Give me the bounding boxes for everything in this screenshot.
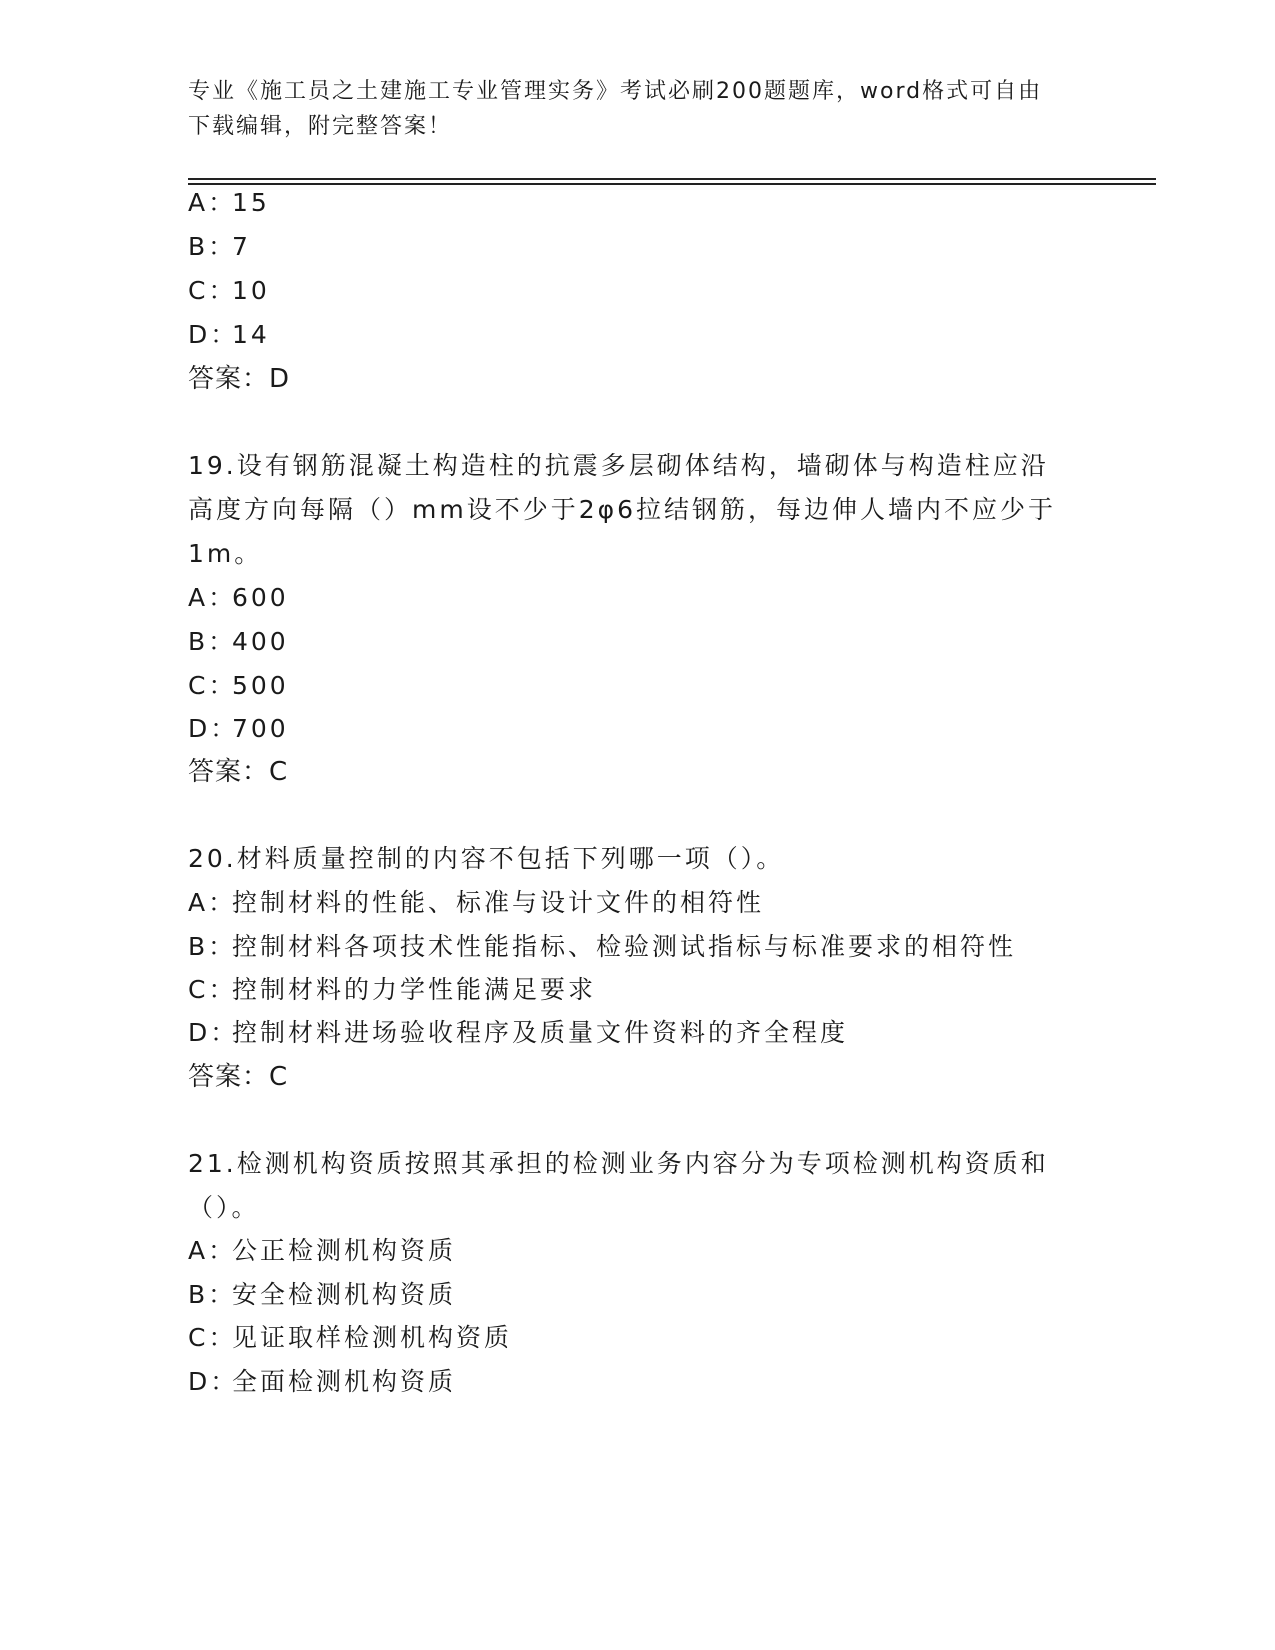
option-text: 控制材料的性能、标准与设计文件的相符性 [232, 888, 765, 917]
q20-option-c [188, 975, 596, 1005]
option-text: 15 [232, 188, 270, 217]
option-key: C： [188, 671, 237, 700]
option-text: 400 [232, 627, 289, 656]
q19-option-b [188, 627, 289, 657]
option-key: B： [188, 232, 237, 261]
option-text: 700 [232, 714, 289, 743]
option-text: 600 [232, 583, 289, 612]
q21-option-c [188, 1323, 512, 1353]
header-rule-top [188, 178, 1156, 180]
option-text: 公正检测机构资质 [232, 1236, 457, 1265]
option-text: 10 [232, 276, 270, 305]
option-key: A： [188, 888, 237, 917]
option-key: C： [188, 975, 237, 1004]
q20-option-b [188, 932, 1016, 962]
option-text: 安全检测机构资质 [232, 1280, 457, 1309]
option-key: D： [188, 320, 239, 349]
option-text: 控制材料各项技术性能指标、检验测试指标与标准要求的相符性 [232, 932, 1017, 961]
q18-answer: 答案：D [188, 364, 291, 394]
option-key: C： [188, 1323, 237, 1352]
q19-stem-line-3: 1m。 [188, 539, 263, 568]
option-key: B： [188, 932, 237, 961]
option-text: 14 [232, 320, 270, 349]
option-key: B： [188, 1280, 237, 1309]
option-text: 控制材料的力学性能满足要求 [232, 975, 597, 1004]
q19-stem-line-2: 高度方向每隔（）mm设不少于2φ6拉结钢筋，每边伸人墙内不应少于 [188, 495, 1057, 524]
option-text: 500 [232, 671, 289, 700]
option-key: D： [188, 1367, 239, 1396]
option-text: 7 [232, 232, 251, 261]
q20-stem-line-1: 20.材料质量控制的内容不包括下列哪一项（）。 [188, 844, 785, 873]
page-header [188, 74, 1088, 144]
q18-option-c [188, 276, 270, 306]
q19-option-c [188, 671, 289, 701]
option-text: 全面检测机构资质 [232, 1367, 457, 1396]
q18-option-a [188, 188, 270, 218]
q19-stem-line-1: 19.设有钢筋混凝土构造柱的抗震多层砌体结构，墙砌体与构造柱应沿 [188, 451, 1049, 480]
option-text: 控制材料进场验收程序及质量文件资料的齐全程度 [232, 1018, 849, 1047]
q21-option-d [188, 1367, 456, 1397]
option-text: 见证取样检测机构资质 [232, 1323, 513, 1352]
q20-option-d [188, 1018, 848, 1048]
q19-option-d [188, 714, 289, 744]
option-key: A： [188, 583, 237, 612]
option-key: D： [188, 1018, 239, 1047]
option-key: C： [188, 276, 237, 305]
q21-stem-line-2: （）。 [188, 1193, 260, 1222]
option-key: A： [188, 1236, 237, 1265]
q20-answer: 答案：C [188, 1062, 289, 1092]
q18-option-b [188, 232, 251, 262]
q18-option-d [188, 320, 270, 350]
option-key: A： [188, 188, 237, 217]
header-rule-bottom [188, 183, 1156, 185]
option-key: B： [188, 627, 237, 656]
option-key: D： [188, 714, 239, 743]
header-line-2: 下载编辑，附完整答案！ [188, 114, 453, 139]
header-line-1: 专业《施工员之土建施工专业管理实务》考试必刷200题题库，word格式可自由 [188, 79, 1043, 104]
q20-option-a [188, 888, 764, 918]
q21-stem-line-1: 21.检测机构资质按照其承担的检测业务内容分为专项检测机构资质和 [188, 1149, 1049, 1178]
q21-option-b [188, 1280, 456, 1310]
q21-option-a [188, 1236, 456, 1266]
q19-answer: 答案：C [188, 757, 289, 787]
q19-option-a [188, 583, 289, 613]
